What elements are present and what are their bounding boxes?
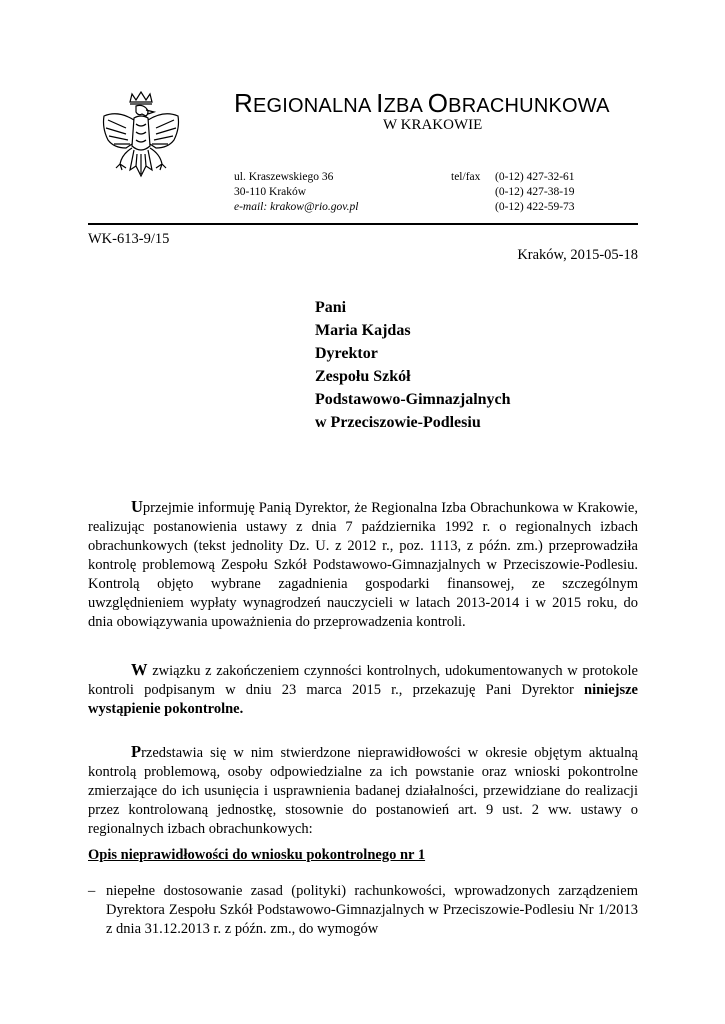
telfax-label: tel/fax — [451, 171, 481, 183]
recipient-line: Podstawowo-Gimnazjalnych — [315, 391, 511, 408]
place-and-date: Kraków, 2015-05-18 — [517, 247, 638, 263]
phone-number-1: (0-12) 427-32-61 — [495, 171, 575, 183]
letterhead-divider — [88, 223, 638, 225]
reference-number: WK-613-9/15 — [88, 231, 170, 247]
phone-number-2: (0-12) 427-38-19 — [495, 186, 575, 198]
paragraph-bold-tail: niniejsze wystąpienie pokontrolne. — [88, 682, 638, 717]
address-street: ul. Kraszewskiego 36 — [234, 171, 334, 183]
phone-number-3: (0-12) 422-59-73 — [495, 201, 575, 213]
org-name-word: REGIONALNA — [234, 88, 377, 118]
recipient-line: Maria Kajdas — [315, 322, 411, 339]
recipient-line: Dyrektor — [315, 345, 378, 362]
recipient-block — [315, 296, 511, 434]
paragraph-intro — [88, 497, 638, 632]
eagle-emblem-icon — [96, 88, 186, 198]
recipient-line: w Przeciszowie-Podlesiu — [315, 414, 481, 431]
recipient-line: Zespołu Szkół — [315, 368, 411, 385]
org-name-word: OBRACHUNKOWA — [427, 88, 610, 118]
email-address: e-mail: krakow@rio.gov.pl — [234, 201, 359, 213]
organization-city: W KRAKOWIE — [383, 117, 483, 133]
section-heading: Opis nieprawidłowości do wniosku pokontrolnego nr 1 — [88, 847, 426, 863]
recipient-line: Pani — [315, 299, 347, 316]
paragraph-text: związku z zakończeniem czynności kontrolnych, udokumentowanych w protokole kontroli podpisanym w dniu 23 marca 2015 r., przekazuję Pani Dyrektor — [88, 663, 638, 698]
organization-name — [234, 88, 610, 119]
paragraph-text: przejmie informuję Panią Dyrektor, że Regionalna Izba Obrachunkowa w Krakowie, realizując postanowienia ustawy z dnia 7 października 1992 r. o regionalnych izbach obrachunkowych (tekst jednolity Dz. U. z 2012 r., poz. 1113, z późn. zm.) przeprowadziła kontrolę problemową Zespołu Szkół Podstawowo-Gimnazjalnych w Przeciszowie-Podlesiu. Kontrolą objęto wybrane zagadnienia gospodarki finansowej, ze szczególnym uwzględnieniem wypłaty wynagrodzeń nauczycieli w latach 2013-2014 i w 2015 roku, do dnia obowiązywania upoważnienia do przeprowadzenia kontroli. — [88, 500, 638, 630]
drop-letter: U — [131, 497, 143, 516]
drop-letter: P — [131, 742, 142, 761]
bullet-dash: – — [88, 883, 96, 899]
address-postcode: 30-110 Kraków — [234, 186, 307, 198]
org-name-word: IZBA — [376, 88, 428, 118]
drop-letter: W — [131, 660, 148, 679]
paragraph-text: rzedstawia się w nim stwierdzone nieprawidłowości w okresie objętym aktualną kontrolą problemową, osoby odpowiedzialne za ich powstanie oraz wnioski pokontrolne zmierzające do ich usunięcia i usprawnienia badanej działalności, przewidziane do realizacji przez kontrolowaną jednostkę, stosownie do postanowień art. 9 ust. 2 ww. ustawy o regionalnych izbach obrachunkowych: — [88, 745, 638, 837]
paragraph-transmittal — [88, 660, 638, 719]
bullet-item: niepełne dostosowanie zasad (polityki) rachunkowości, wprowadzonych zarządzeniem Dyrektora Zespołu Szkół Podstawowo-Gimnazjalnych w Przeciszowie-Podlesiu Nr 1/2013 z dnia 31.12.2013 r. z późn. zm., do wymogów — [106, 883, 638, 937]
paragraph-scope — [88, 742, 638, 839]
